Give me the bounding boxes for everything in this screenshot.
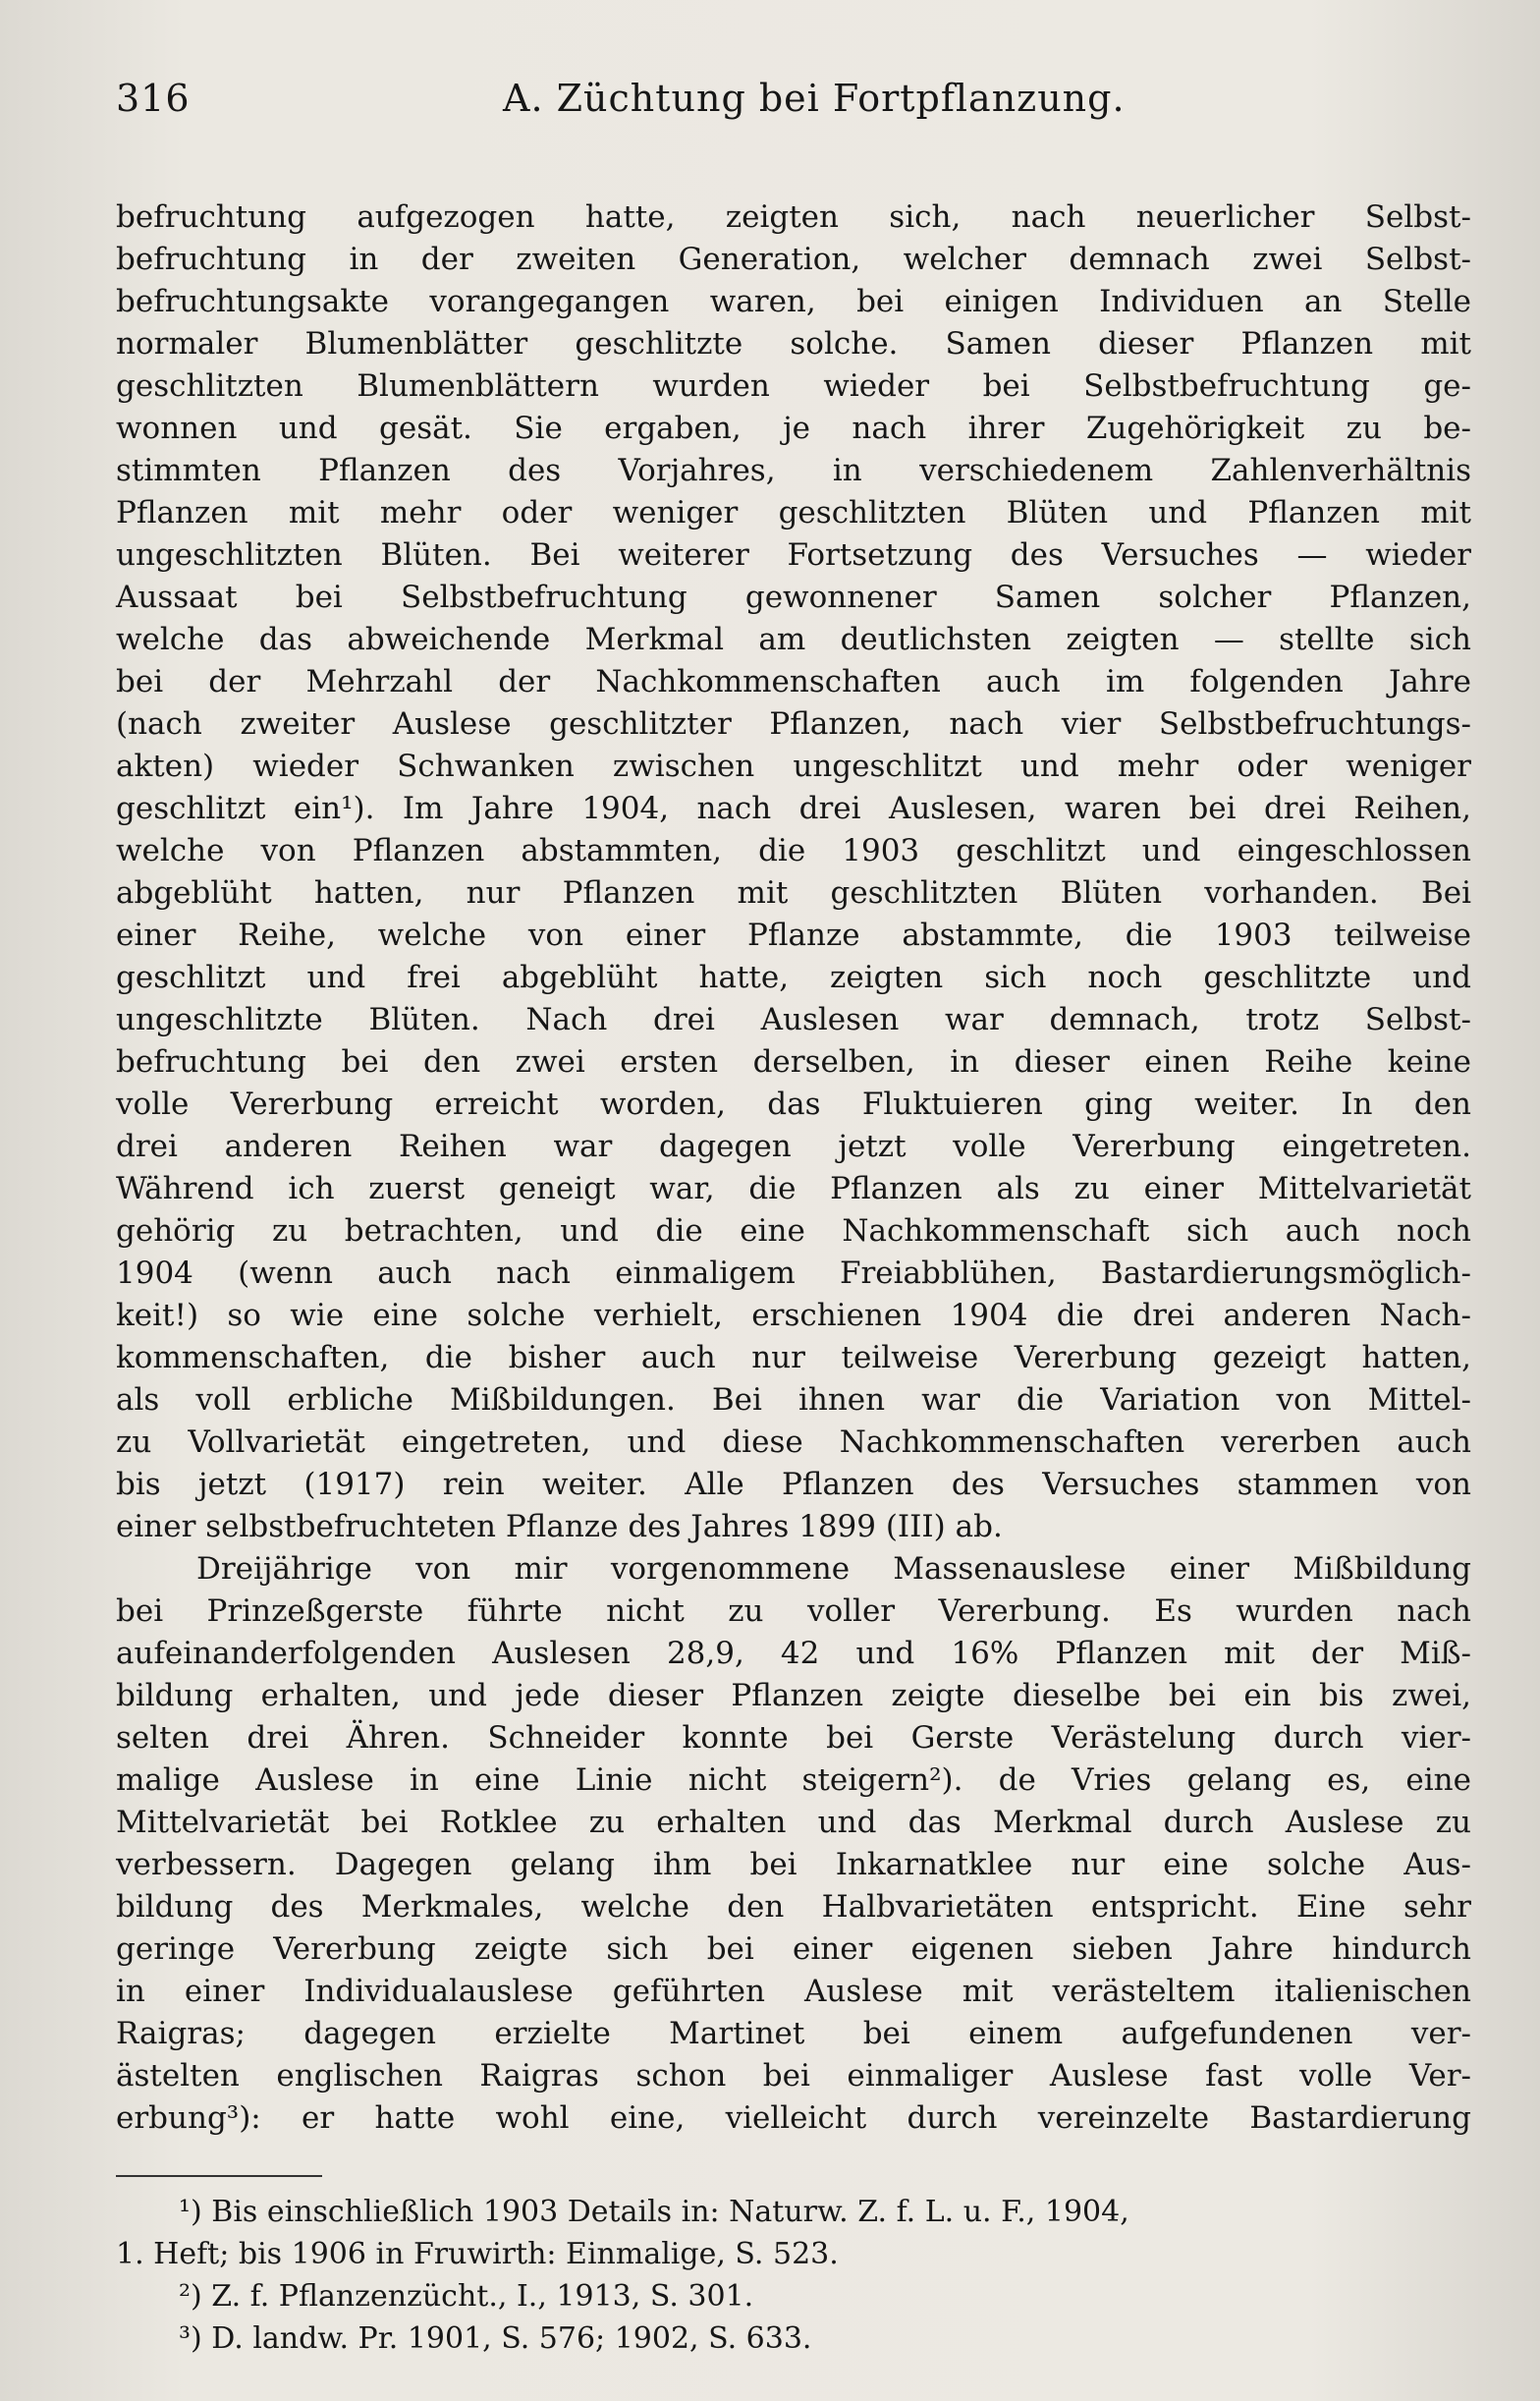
- footnote-3: ³) D. landw. Pr. 1901, S. 576; 1902, S. 633.: [179, 2321, 812, 2356]
- text-line: geringe Vererbung zeigte sich bei einer eigenen sieben Jahre hindurch: [116, 1931, 1471, 1967]
- text-line: akten) wieder Schwanken zwischen ungeschlitzt und mehr oder weniger: [116, 749, 1471, 784]
- text-line: bildung erhalten, und jede dieser Pflanzen zeigte dieselbe bei ein bis zwei,: [116, 1678, 1471, 1713]
- footnote-divider: [116, 2175, 322, 2177]
- text-line: bildung des Merkmales, welche den Halbvarietäten entspricht. Eine sehr: [116, 1889, 1471, 1925]
- text-line: zu Vollvarietät eingetreten, und diese Nachkommenschaften vererben auch: [116, 1424, 1471, 1460]
- text-line: keit!) so wie eine solche verhielt, erschienen 1904 die drei anderen Nach-: [116, 1298, 1471, 1333]
- text-line: ungeschlitzte Blüten. Nach drei Auslesen war demnach, trotz Selbst-: [116, 1002, 1471, 1037]
- text-line: (nach zweiter Auslese geschlitzter Pflanzen, nach vier Selbstbefruchtungs-: [116, 706, 1471, 742]
- text-line: Aussaat bei Selbstbefruchtung gewonnener Samen solcher Pflanzen,: [116, 580, 1471, 615]
- text-line: als voll erbliche Mißbildungen. Bei ihnen war die Variation von Mittel-: [116, 1382, 1471, 1418]
- text-line: bis jetzt (1917) rein weiter. Alle Pflanzen des Versuches stammen von: [116, 1467, 1471, 1502]
- text-line: erbung³): er hatte wohl eine, vielleicht durch vereinzelte Bastardierung: [116, 2100, 1471, 2136]
- text-line: befruchtung aufgezogen hatte, zeigten sich, nach neuerlicher Selbst-: [116, 199, 1471, 235]
- text-line: abgeblüht hatten, nur Pflanzen mit geschlitzten Blüten vorhanden. Bei: [116, 875, 1471, 911]
- text-line: wonnen und gesät. Sie ergaben, je nach ihrer Zugehörigkeit zu be-: [116, 411, 1471, 446]
- text-line: kommenschaften, die bisher auch nur teilweise Vererbung gezeigt hatten,: [116, 1340, 1471, 1375]
- text-line: geschlitzten Blumenblättern wurden wieder bei Selbstbefruchtung ge-: [116, 368, 1471, 404]
- text-line: normaler Blumenblätter geschlitzte solche. Samen dieser Pflanzen mit: [116, 326, 1471, 362]
- text-line: befruchtungsakte vorangegangen waren, bei einigen Individuen an Stelle: [116, 284, 1471, 319]
- text-line: Während ich zuerst geneigt war, die Pflanzen als zu einer Mittelvarietät: [116, 1171, 1471, 1206]
- text-line: selten drei Ähren. Schneider konnte bei Gerste Verästelung durch vier-: [116, 1720, 1471, 1756]
- text-line: befruchtung bei den zwei ersten derselben, in dieser einen Reihe keine: [116, 1044, 1471, 1080]
- paragraph-end-line: einer selbstbefruchteten Pflanze des Jahres 1899 (III) ab.: [116, 1509, 1003, 1544]
- text-line: verbessern. Dagegen gelang ihm bei Inkarnatklee nur eine solche Aus-: [116, 1847, 1471, 1882]
- text-line: in einer Individualauslese geführten Auslese mit verästeltem italienischen: [116, 1974, 1471, 2009]
- footnote-1: ¹) Bis einschließlich 1903 Details in: Naturw. Z. f. L. u. F., 1904,: [179, 2195, 1129, 2229]
- text-line: Raigras; dagegen erzielte Martinet bei einem aufgefundenen ver-: [116, 2016, 1471, 2051]
- text-line: geschlitzt ein¹). Im Jahre 1904, nach drei Auslesen, waren bei drei Reihen,: [116, 791, 1471, 826]
- text-line: stimmten Pflanzen des Vorjahres, in verschiedenem Zahlenverhältnis: [116, 453, 1471, 488]
- text-line: 1904 (wenn auch nach einmaligem Freiabblühen, Bastardierungsmöglich-: [116, 1256, 1471, 1291]
- text-line: welche von Pflanzen abstammten, die 1903 geschlitzt und eingeschlossen: [116, 833, 1471, 868]
- text-line: gehörig zu betrachten, und die eine Nachkommenschaft sich auch noch: [116, 1213, 1471, 1249]
- text-line: malige Auslese in eine Linie nicht steigern²). de Vries gelang es, eine: [116, 1762, 1471, 1798]
- footnote-1-continuation: 1. Heft; bis 1906 in Fruwirth: Einmalige, S. 523.: [116, 2237, 839, 2271]
- text-line: welche das abweichende Merkmal am deutlichsten zeigten — stellte sich: [116, 622, 1471, 657]
- text-line: einer Reihe, welche von einer Pflanze abstammte, die 1903 teilweise: [116, 918, 1471, 953]
- footnote-2: ²) Z. f. Pflanzenzücht., I., 1913, S. 301.: [179, 2279, 754, 2314]
- text-line: befruchtung in der zweiten Generation, welcher demnach zwei Selbst-: [116, 242, 1471, 277]
- paragraph-start-line: Dreijährige von mir vorgenommene Massenauslese einer Mißbildung: [196, 1551, 1471, 1587]
- text-line: ästelten englischen Raigras schon bei einmaliger Auslese fast volle Ver-: [116, 2058, 1471, 2094]
- body-text: [116, 196, 1471, 2140]
- text-line: Pflanzen mit mehr oder weniger geschlitzten Blüten und Pflanzen mit: [116, 495, 1471, 530]
- text-line: geschlitzt und frei abgeblüht hatte, zeigten sich noch geschlitzte und: [116, 960, 1471, 995]
- text-line: volle Vererbung erreicht worden, das Fluktuieren ging weiter. In den: [116, 1087, 1471, 1122]
- running-head: [116, 77, 1471, 140]
- footnotes: [116, 2191, 1471, 2360]
- page-number: 316: [116, 77, 191, 120]
- text-line: Mittelvarietät bei Rotklee zu erhalten und das Merkmal durch Auslese zu: [116, 1805, 1471, 1840]
- text-line: aufeinanderfolgenden Auslesen 28,9, 42 und 16% Pflanzen mit der Miß-: [116, 1636, 1471, 1671]
- chapter-title: A. Züchtung bei Fortpflanzung.: [503, 77, 1126, 120]
- text-line: drei anderen Reihen war dagegen jetzt volle Vererbung eingetreten.: [116, 1129, 1471, 1164]
- text-line: bei der Mehrzahl der Nachkommenschaften auch im folgenden Jahre: [116, 664, 1471, 699]
- text-line: ungeschlitzten Blüten. Bei weiterer Fortsetzung des Versuches — wieder: [116, 537, 1471, 573]
- text-line: bei Prinzeßgerste führte nicht zu voller Vererbung. Es wurden nach: [116, 1593, 1471, 1629]
